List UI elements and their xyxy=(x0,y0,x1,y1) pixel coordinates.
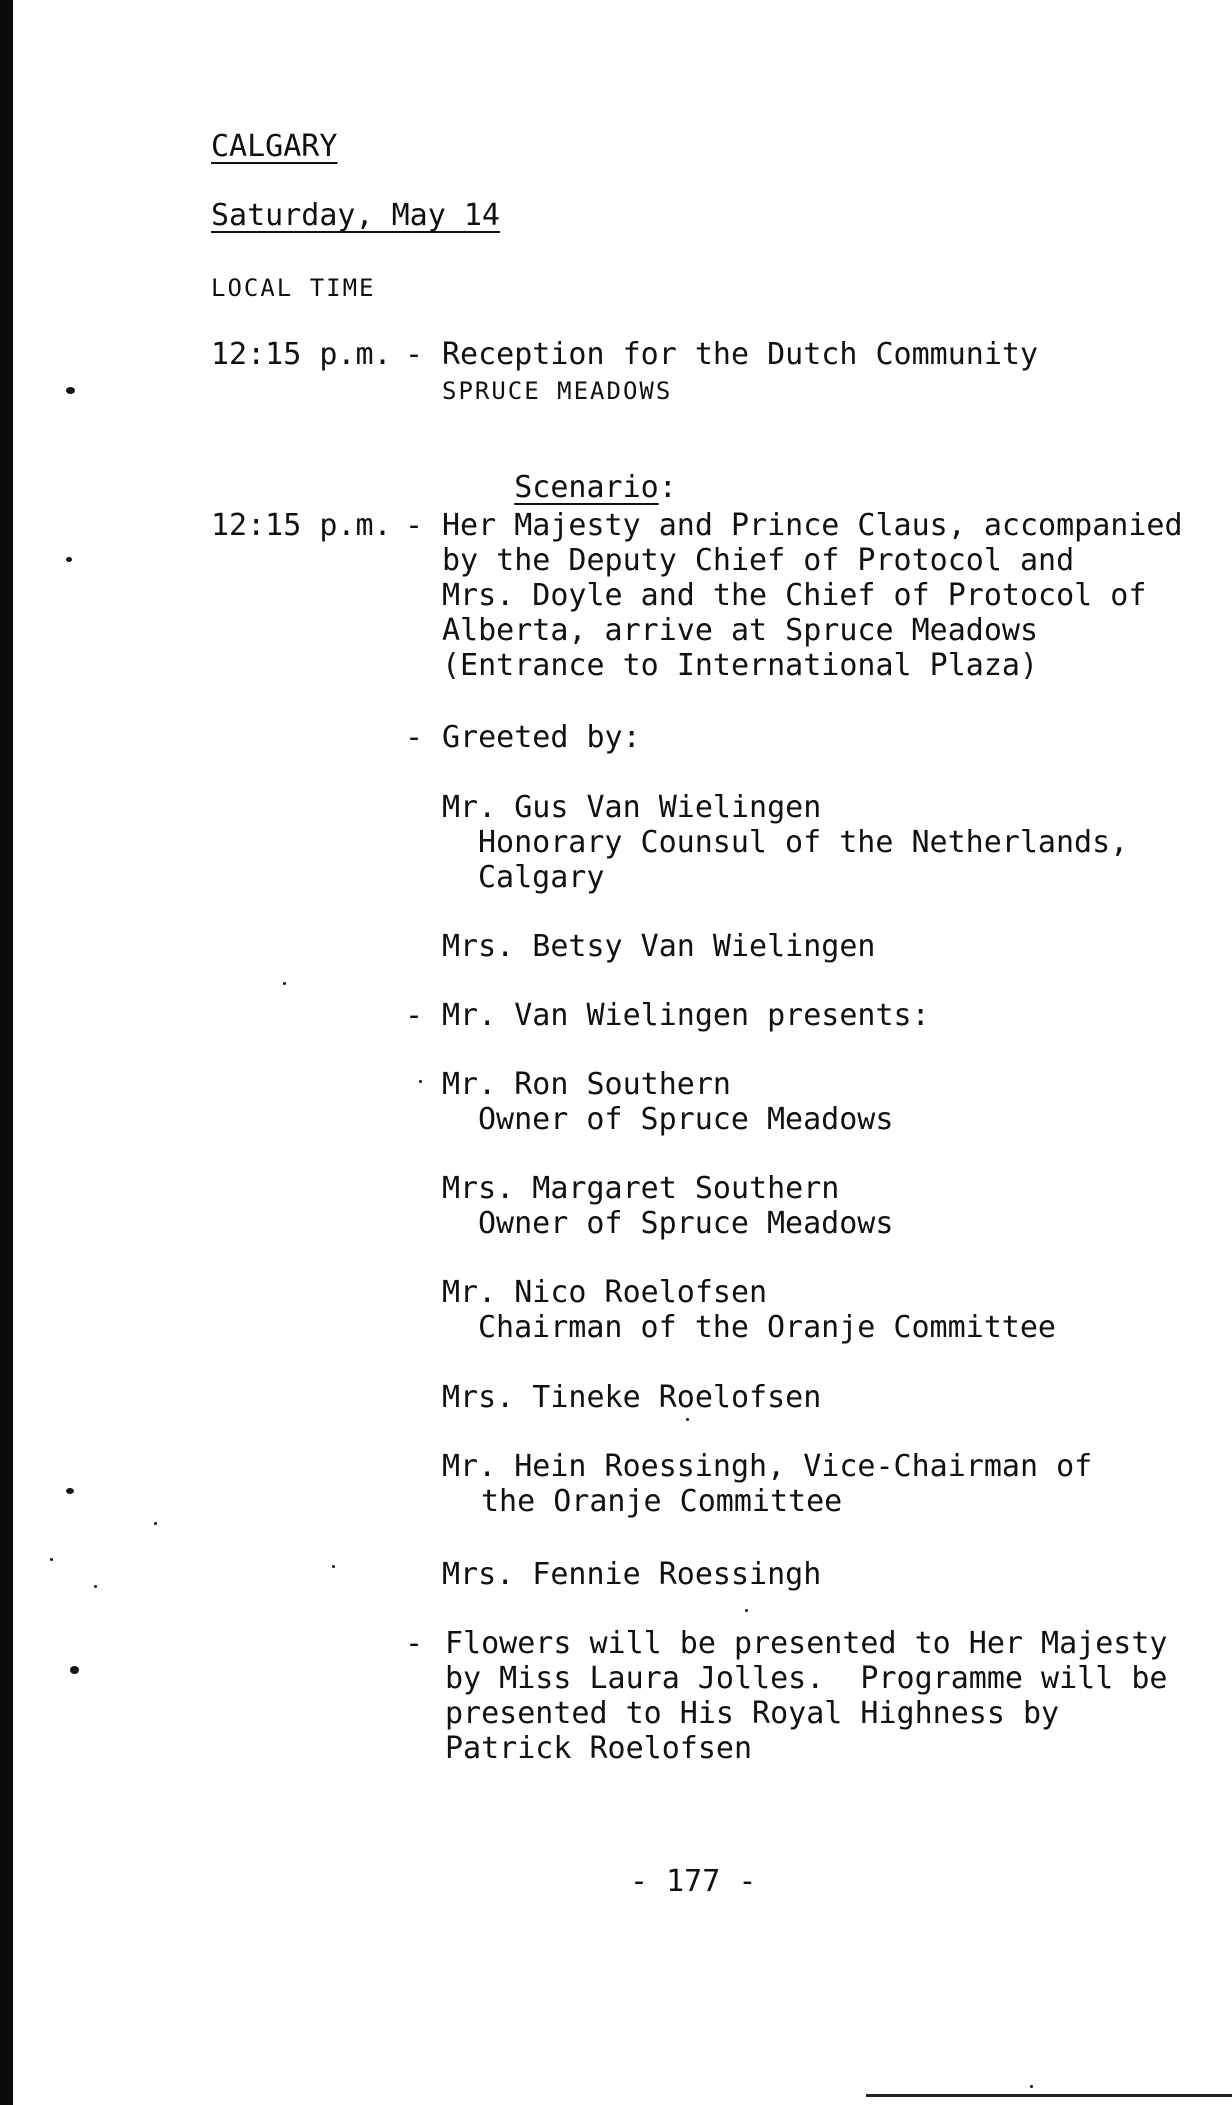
scan-speck xyxy=(1030,2085,1033,2088)
arrival-line: Her Majesty and Prince Claus, accompanied xyxy=(442,508,1183,543)
presentee-name: Mr. Hein Roessingh, Vice-Chairman of xyxy=(442,1449,1093,1484)
event-location: SPRUCE MEADOWS xyxy=(442,377,673,405)
event-time: 12:15 p.m. xyxy=(211,337,392,372)
date-heading: Saturday, May 14 xyxy=(211,198,500,233)
scenario-label: Scenario xyxy=(514,470,659,505)
arrival-line: Mrs. Doyle and the Chief of Protocol of xyxy=(442,578,1147,613)
arrival-line: Alberta, arrive at Spruce Meadows xyxy=(442,613,1039,648)
greeter-title: Honorary Counsul of the Netherlands, xyxy=(478,825,1129,860)
scan-speck xyxy=(283,982,286,985)
presentee-name: Mrs. Margaret Southern xyxy=(442,1171,840,1206)
scan-speck xyxy=(745,1609,748,1612)
scenario-colon: : xyxy=(658,470,677,505)
arrival-line: by the Deputy Chief of Protocol and xyxy=(442,543,1075,578)
flowers-dash: - xyxy=(405,1626,424,1661)
greeter-name: Mr. Gus Van Wielingen xyxy=(442,790,822,825)
scan-left-edge xyxy=(0,0,13,2105)
scan-speck xyxy=(332,1565,335,1568)
presentee-name: Mrs. Tineke Roelofsen xyxy=(442,1380,822,1415)
event-dash: - xyxy=(405,337,424,372)
scan-speck xyxy=(686,1418,689,1421)
flowers-line: Patrick Roelofsen xyxy=(445,1731,753,1766)
presentee-title: Owner of Spruce Meadows xyxy=(478,1206,894,1241)
flowers-line: presented to His Royal Highness by xyxy=(445,1696,1060,1731)
flowers-line: by Miss Laura Jolles. Programme will be xyxy=(445,1661,1168,1696)
greeter-name: Mrs. Betsy Van Wielingen xyxy=(442,929,876,964)
scan-speck xyxy=(50,1558,53,1561)
flowers-line: Flowers will be presented to Her Majesty xyxy=(445,1626,1168,1661)
page-number: - 177 - xyxy=(630,1864,757,1899)
time-column-header: LOCAL TIME xyxy=(211,274,376,302)
presentee-title: Chairman of the Oranje Committee xyxy=(478,1310,1056,1345)
arrival-time: 12:15 p.m. xyxy=(211,508,392,543)
presentee-name: Mr. Nico Roelofsen xyxy=(442,1275,768,1310)
presents-label: Mr. Van Wielingen presents: xyxy=(442,998,930,1033)
city-heading: CALGARY xyxy=(211,129,338,164)
scan-speck xyxy=(66,557,72,562)
arrival-dash: - xyxy=(405,508,424,543)
bottom-rule xyxy=(866,2094,1232,2097)
presents-dash: - xyxy=(405,998,424,1033)
scan-speck xyxy=(66,387,75,394)
scan-speck xyxy=(154,1522,157,1525)
greeter-title: Calgary xyxy=(478,860,605,895)
scan-speck xyxy=(94,1585,97,1588)
greeted-dash: - xyxy=(405,720,424,755)
greeted-label: Greeted by: xyxy=(442,720,641,755)
arrival-line: (Entrance to International Plaza) xyxy=(442,648,1039,683)
presentee-name: Mr. Ron Southern xyxy=(442,1067,731,1102)
presentee-title: the Oranje Committee xyxy=(481,1484,843,1519)
presentee-name: Mrs. Fennie Roessingh xyxy=(442,1557,822,1592)
scan-speck xyxy=(70,1666,79,1674)
presentee-title: Owner of Spruce Meadows xyxy=(478,1102,894,1137)
scan-speck xyxy=(66,1488,74,1494)
scan-speck xyxy=(419,1080,422,1083)
event-title: Reception for the Dutch Community xyxy=(442,337,1039,372)
